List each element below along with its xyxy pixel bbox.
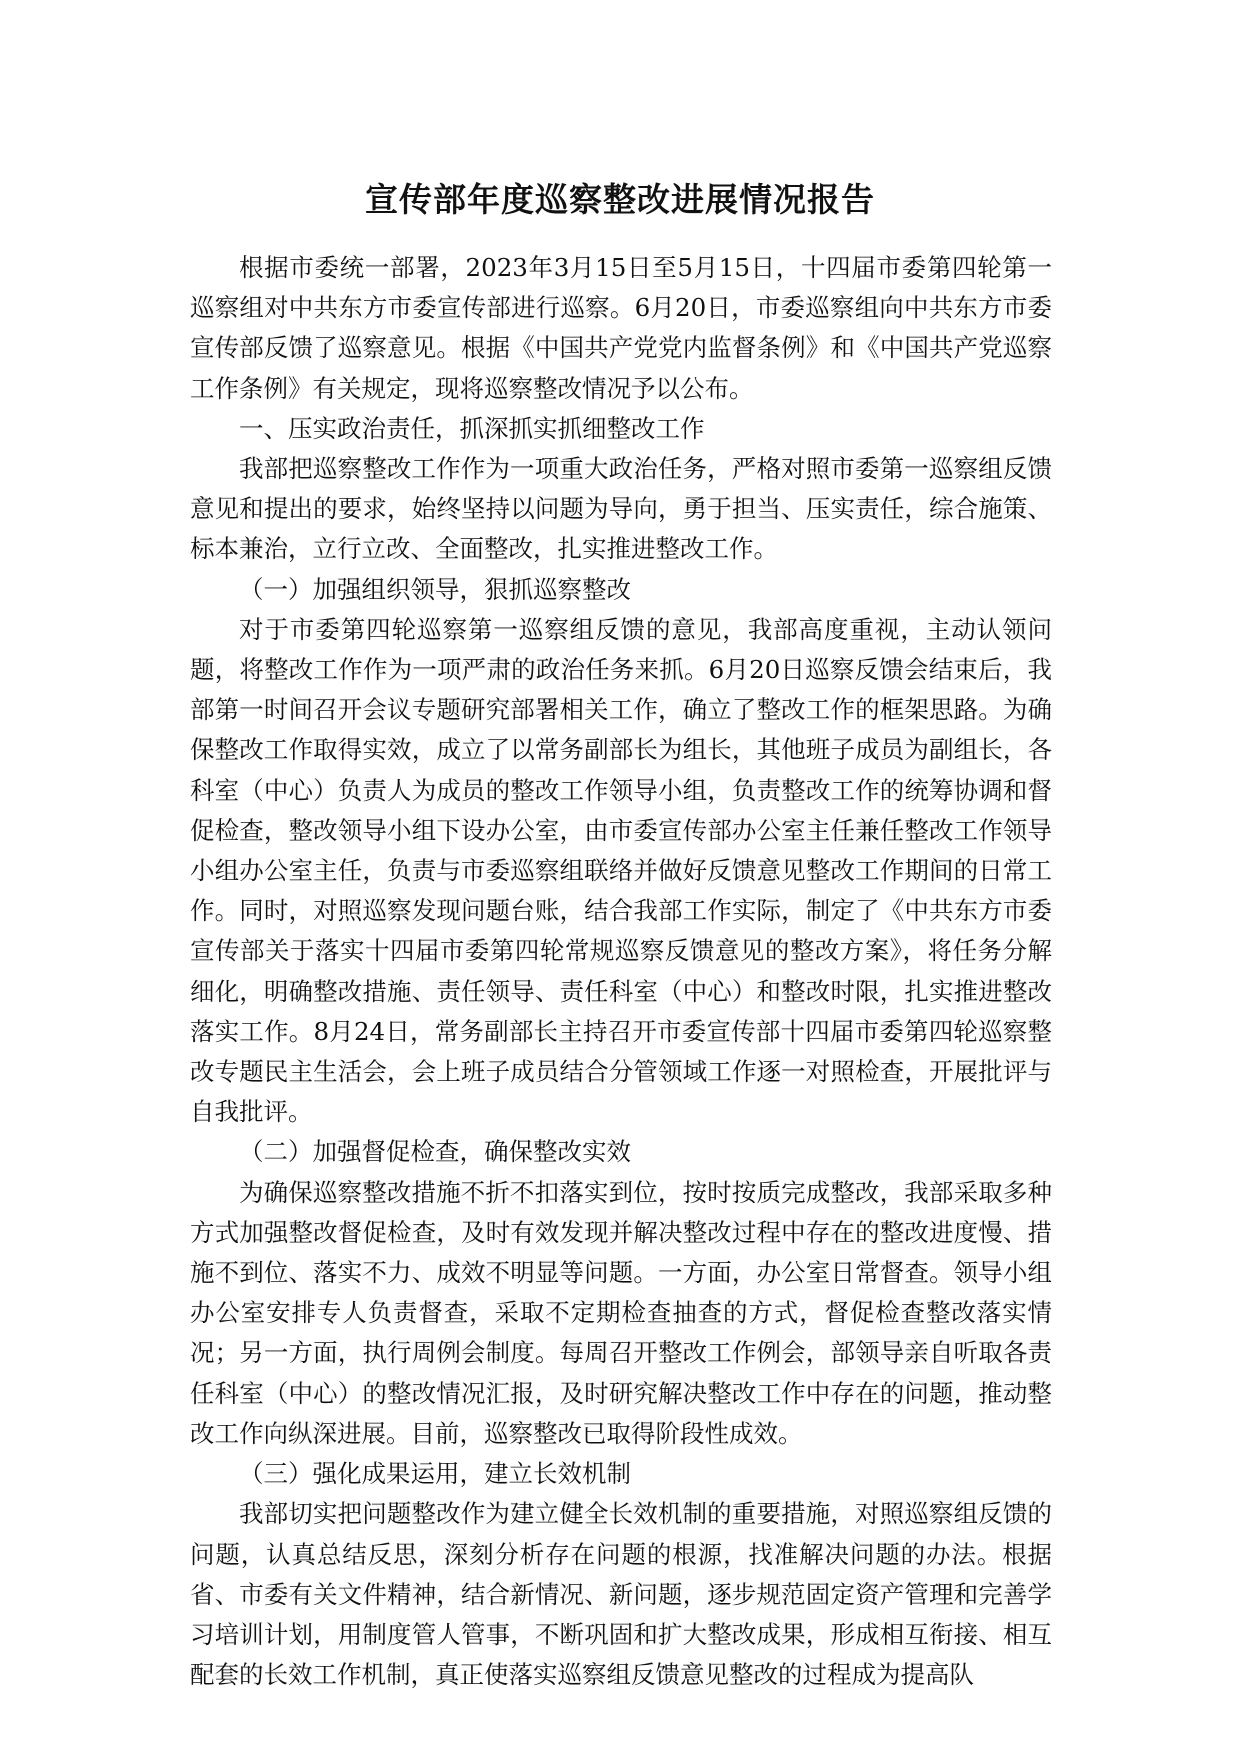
document-body bbox=[190, 248, 1052, 1695]
section-heading-1: 一、压实政治责任，抓深抓实抓细整改工作 bbox=[239, 413, 705, 443]
subsection-3-paragraph: 我部切实把问题整改作为建立健全长效机制的重要措施，对照巡察组反馈的问题，认真总结反思，深刻分析存在问题的根源，找准解决问题的办法。根据省、市委有关文件精神，结合新情况、新问题，逐步规范固定资产管理和完善学习培训计划，用制度管人管事，不断巩固和扩大整改成果，形成相互衔接、相互配套的长效工作机制，真正使落实巡察组反馈意见整改的过程成为提高队 bbox=[190, 1499, 1052, 1690]
subsection-2-paragraph: 为确保巡察整改措施不折不扣落实到位，按时按质完成整改，我部采取多种方式加强整改督促检查，及时有效发现并解决整改过程中存在的整改进度慢、措施不到位、落实不力、成效不明显等问题。一方面，办公室日常督查。领导小组办公室安排专人负责督查，采取不定期检查抽查的方式，督促检查整改落实情况；另一方面，执行周例会制度。每周召开整改工作例会，部领导亲自听取各责任科室（中心）的整改情况汇报，及时研究解决整改工作中存在的问题，推动整改工作向纵深进展。目前，巡察整改已取得阶段性成效。 bbox=[190, 1177, 1052, 1448]
intro-paragraph: 根据市委统一部署，2023年3月15日至5月15日，十四届市委第四轮第一巡察组对中共东方市委宣传部进行巡察。6月20日，市委巡察组向中共东方市委宣传部反馈了巡察意见。根据《中国共产党党内监督条例》和《中国共产党巡察工作条例》有关规定，现将巡察整改情况予以公布。 bbox=[190, 253, 1052, 403]
subsection-heading-1: （一）加强组织领导，狠抓巡察整改 bbox=[239, 574, 631, 604]
section-1-paragraph: 我部把巡察整改工作作为一项重大政治任务，严格对照市委第一巡察组反馈意见和提出的要求，始终坚持以问题为导向，勇于担当、压实责任，综合施策、标本兼治，立行立改、全面整改，扎实推进整改工作。 bbox=[190, 454, 1052, 564]
subsection-heading-3: （三）强化成果运用，建立长效机制 bbox=[239, 1459, 631, 1489]
subsection-1-paragraph: 对于市委第四轮巡察第一巡察组反馈的意见，我部高度重视，主动认领问题，将整改工作作为一项严肃的政治任务来抓。6月20日巡察反馈会结束后，我部第一时间召开会议专题研究部署相关工作，确立了整改工作的框架思路。为确保整改工作取得实效，成立了以常务副部长为组长，其他班子成员为副组长，各科室（中心）负责人为成员的整改工作领导小组，负责整改工作的统筹协调和督促检查，整改领导小组下设办公室，由市委宣传部办公室主任兼任整改工作领导小组办公室主任，负责与市委巡察组联络并做好反馈意见整改工作期间的日常工作。同时，对照巡察发现问题台账，结合我部工作实际，制定了《中共东方市委宣传部关于落实十四届市委第四轮常规巡察反馈意见的整改方案》，将任务分解细化，明确整改措施、责任领导、责任科室（中心）和整改时限，扎实推进整改落实工作。8月24日，常务副部长主持召开市委宣传部十四届市委第四轮巡察整改专题民主生活会，会上班子成员结合分管领域工作逐一对照检查，开展批评与自我批评。 bbox=[190, 614, 1052, 1127]
subsection-heading-2: （二）加强督促检查，确保整改实效 bbox=[239, 1137, 631, 1167]
document-title: 宣传部年度巡察整改进展情况报告 bbox=[365, 180, 875, 219]
